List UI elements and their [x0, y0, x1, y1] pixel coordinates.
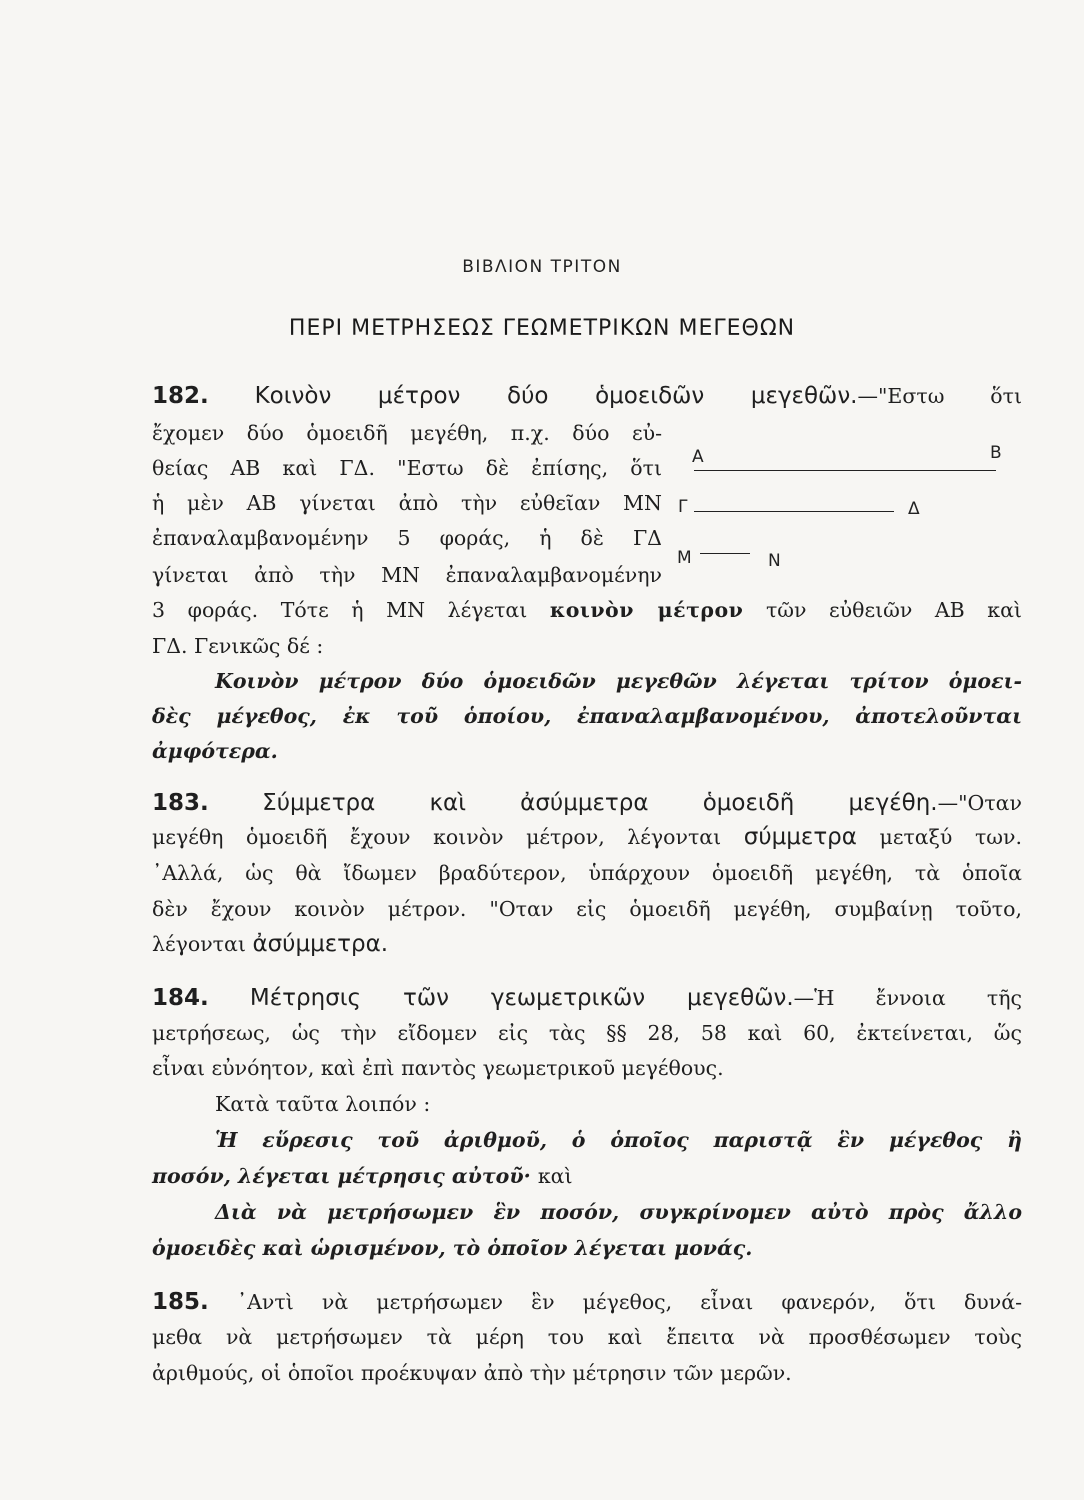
term-common-measure: κοινὸν μέτρον	[549, 598, 744, 622]
term-commensurable: σύμμετρα	[743, 824, 857, 850]
section-182-line-6: γίνεται ἀπὸ τὴν ΜΝ ἐπαναλαμβανομένην	[152, 563, 662, 587]
section-184-title: Μέτρησις τῶν γεωμετρικῶν μεγεθῶν.	[249, 985, 794, 1011]
section-183-line-5	[152, 930, 388, 958]
section-182-line-2: ἔχομεν δύο ὁμοειδῆ μεγέθη, π.χ. δύο εὐ-	[152, 421, 662, 445]
section-183-line-4: δὲν ἔχουν κοινὸν μέτρον. "Οταν εἰς ὁμοειδῆ μεγέθη, συμβαίνῃ τοῦτο,	[152, 897, 1022, 921]
definition-184-line-2-a: ποσόν, λέγεται μέτρησις αὐτοῦ·	[152, 1164, 531, 1188]
section-184-line-4: Κατὰ ταῦτα λοιπόν :	[215, 1092, 431, 1116]
section-184-intro: —Ἡ ἔννοια τῆς	[793, 986, 1022, 1010]
definition-184-line-1: Ἡ εὕρεσις τοῦ ἀριθμοῦ, ὁ ὁποῖος παριστᾷ ἓν μέγεθος ἢ	[215, 1128, 1022, 1152]
section-182-line-5: ἐπαναλαμβανομένην 5 φοράς, ἡ δὲ ΓΔ	[152, 526, 662, 550]
section-182-line-3: θείας ΑΒ καὶ ΓΔ. "Εστω δὲ ἐπίσης, ὅτι	[152, 456, 662, 480]
point-m-label: Μ	[677, 548, 692, 568]
section-185-line-3: ἀριθμούς, οἱ ὁποῖοι προέκυψαν ἀπὸ τὴν μέτρησιν τῶν μερῶν.	[152, 1361, 792, 1385]
point-b-label: Β	[990, 443, 1002, 463]
section-184-number: 184.	[152, 985, 209, 1011]
section-182-line-7-a: 3 φοράς. Τότε ἡ ΜΝ λέγεται	[152, 598, 528, 622]
section-183-line-2-a: μεγέθη ὁμοειδῆ ἔχουν κοινὸν μέτρον, λέγονται	[152, 825, 722, 849]
section-183-line-2	[152, 823, 1022, 851]
section-185-line-1	[152, 1288, 1022, 1316]
section-182-line-7-b: τῶν εὐθειῶν ΑΒ καὶ	[765, 598, 1022, 622]
book-title: ΒΙΒΛΙΟΝ ΤΡΙΤΟΝ	[462, 257, 622, 277]
definition-184-line-3: Διὰ νὰ μετρήσωμεν ἓν ποσόν, συγκρίνομεν αὐτὸ πρὸς ἄλλο	[215, 1200, 1022, 1224]
section-185-line-1-text: ᾿Αντὶ νὰ μετρήσωμεν ἓν μέγεθος, εἶναι φανερόν, ὅτι δυνά-	[236, 1290, 1022, 1314]
term-incommensurable: ἀσύμμετρα.	[252, 931, 389, 957]
definition-182-line-2: δὲς μέγεθος, ἐκ τοῦ ὁποίου, ἐπαναλαμβανομένου, ἀποτελοῦνται	[152, 704, 1022, 728]
section-185-line-2: μεθα νὰ μετρήσωμεν τὰ μέρη του καὶ ἔπειτα νὰ προσθέσωμεν τοὺς	[152, 1325, 1022, 1349]
segment-mn	[700, 553, 750, 554]
point-n-label: Ν	[768, 551, 781, 571]
section-183-heading-line	[152, 789, 1022, 817]
chapter-title: ΠΕΡΙ ΜΕΤΡΗΣΕΩΣ ΓΕΩΜΕΤΡΙΚΩΝ ΜΕΓΕΘΩΝ	[288, 316, 796, 341]
section-184-line-2: μετρήσεως, ὡς τὴν εἴδομεν εἰς τὰς §§ 28, 58 καὶ 60, ἐκτείνεται, ὥς	[152, 1021, 1022, 1045]
section-182-line-8: ΓΔ. Γενικῶς δέ :	[152, 634, 324, 658]
section-183-intro: —"Οταν	[937, 791, 1022, 815]
section-183-line-2-b: μεταξύ των.	[879, 825, 1022, 849]
point-g-label: Γ	[678, 497, 688, 517]
definition-184-line-2	[152, 1162, 573, 1190]
section-182-number: 182.	[152, 383, 209, 409]
definition-182-line-1: Κοινὸν μέτρον δύο ὁμοειδῶν μεγεθῶν λέγεται τρίτον ὁμοει-	[215, 669, 1022, 693]
section-183-line-3: ᾿Αλλά, ὡς θὰ ἴδωμεν βραδύτερον, ὑπάρχουν ὁμοειδῆ μεγέθη, τὰ ὁποῖα	[152, 861, 1022, 885]
section-185-number: 185.	[152, 1289, 209, 1315]
section-182-line-4: ἡ μὲν ΑΒ γίνεται ἀπὸ τὴν εὐθεῖαν ΜΝ	[152, 491, 662, 515]
point-d-label: Δ	[908, 499, 920, 519]
definition-182-line-3: ἀμφότερα.	[152, 739, 278, 763]
section-183-line-5-a: λέγονται	[152, 932, 246, 956]
section-184-line-3: εἶναι εὐνόητον, καὶ ἐπὶ παντὸς γεωμετρικοῦ μεγέθους.	[152, 1056, 724, 1080]
definition-184-line-2-b: καὶ	[537, 1164, 573, 1188]
segment-ab	[694, 470, 996, 471]
segment-gd	[694, 511, 894, 512]
section-182-intro: —"Εστω ὅτι	[857, 384, 1022, 408]
point-a-label: Α	[692, 447, 704, 467]
definition-184-line-4: ὁμοειδὲς καὶ ὡρισμένον, τὸ ὁποῖον λέγεται μονάς.	[152, 1236, 753, 1260]
section-182-title: Κοινὸν μέτρον δύο ὁμοειδῶν μεγεθῶν.	[254, 383, 858, 409]
section-183-title: Σύμμετρα καὶ ἀσύμμετρα ὁμοειδῆ μεγέθη.	[262, 790, 938, 816]
section-182-line-7	[152, 596, 1022, 624]
section-184-heading-line	[152, 984, 1022, 1012]
section-183-number: 183.	[152, 790, 209, 816]
section-182-heading-line	[152, 382, 1022, 410]
